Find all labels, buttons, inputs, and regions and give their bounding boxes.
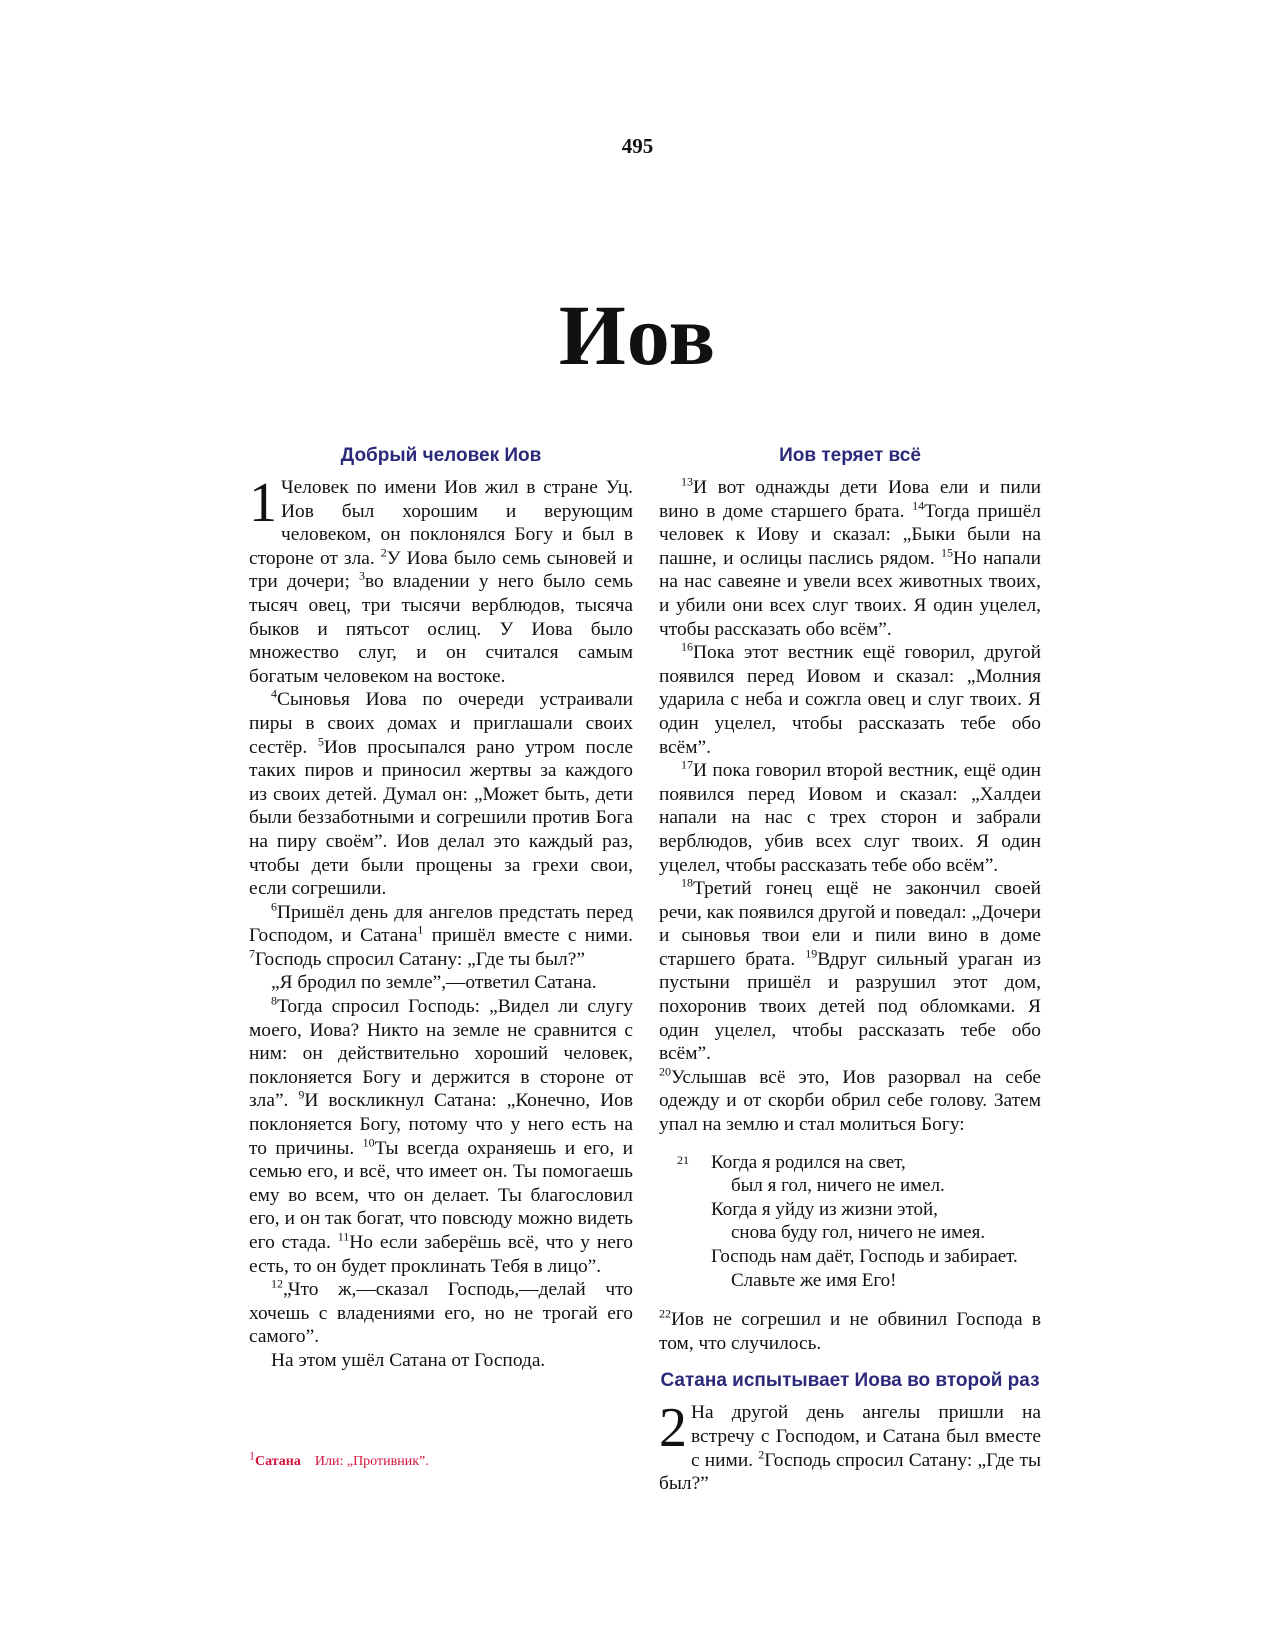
verse-number: 3 bbox=[359, 568, 365, 583]
verse-text: Господь спросил Сатану: „Где ты был?” bbox=[659, 1449, 1041, 1495]
paragraph-satan-leaves: На этом ушёл Сатана от Господа. bbox=[271, 1349, 546, 1371]
verse-text: Третий гонец ещё не закончил своей речи, как появился другой и поведал: „Дочери и сыновья твои ели и пили вино в доме старшего брата. bbox=[659, 878, 1041, 970]
verse-text: во владении у него было семь тысяч овец, три тысячи верблюдов, тысяча быков и пятьсот ослиц. У Иова было множество слуг, и он считался самым богатым человеком на востоке. bbox=[249, 571, 634, 687]
poem-line: снова буду гол, ничего не имея. bbox=[731, 1222, 986, 1244]
verse-number: 18 bbox=[681, 875, 693, 890]
paragraph-verse-6 bbox=[249, 901, 633, 972]
footnote-marker[interactable]: 1 bbox=[417, 922, 424, 937]
poem-line: Когда я родился на свет, bbox=[711, 1151, 906, 1173]
paragraph-verse-4 bbox=[249, 688, 633, 900]
verse-text: Господь спросил Сатану: „Где ты был?” bbox=[255, 948, 585, 970]
verse-text: пришёл вместе с ними. bbox=[423, 925, 633, 947]
paragraph-verse-12 bbox=[249, 1278, 633, 1349]
section-heading-good-man: Добрый человек Иов bbox=[340, 445, 542, 466]
verse-text: И вот однажды дети Иова ели и пили вино в доме старшего брата. bbox=[659, 477, 1041, 522]
verse-number: 6 bbox=[271, 899, 277, 914]
verse-text: Иов просыпался рано утром после таких пиров и приносил жертвы за каждого из своих детей. Думал он: „Может быть, дети были беззаботными и согрешили против Бога на пиру своём”. Иов делал это каждый раз, чтобы дети были прощены за грехи свои, если согрешили. bbox=[249, 736, 633, 900]
verse-number: 8 bbox=[271, 993, 277, 1008]
verse-number: 21 bbox=[677, 1152, 689, 1167]
verse-number: 9 bbox=[298, 1087, 305, 1102]
paragraph-verse-16 bbox=[659, 641, 1041, 759]
chapter-number-1: 1 bbox=[249, 472, 277, 534]
verse-number: 2 bbox=[380, 545, 387, 560]
verse-text: Тогда пришёл человек к Иову и сказал: „Быки были на пашне, и ослицы паслись рядом. bbox=[659, 500, 1041, 569]
verse-number: 10 bbox=[362, 1135, 375, 1150]
verse-text: У Иова было семь сыновей и три дочери; bbox=[249, 547, 633, 593]
verse-text: Ты всегда охраняешь и его, и семью его, и всё, что имеет он. Ты помогаешь ему во всем, что он делает. Ты благословил его, и он так богат, что повсюду можно видеть его стада. bbox=[249, 1137, 633, 1253]
verse-number: 5 bbox=[317, 734, 324, 749]
verse-number: 2 bbox=[758, 1447, 765, 1462]
paragraph-verse-17 bbox=[659, 759, 1041, 877]
footnote-text: Или: „Противник”. bbox=[314, 1454, 429, 1469]
poem-line: Когда я уйду из жизни этой, bbox=[711, 1198, 938, 1220]
verse-text: Пришёл день для ангелов предстать перед Господом, и Сатана bbox=[249, 901, 633, 947]
verse-text: Тогда спросил Господь: „Видел ли слугу моего, Иова? Никто на земле не сравнится с ним: он действительно хороший человек, поклоняется Богу и держится в стороне от зла”. bbox=[249, 996, 633, 1112]
paragraph-satan-reply: „Я бродил по земле”,—ответил Сатана. bbox=[271, 972, 597, 994]
verse-text: Вдруг сильный ураган из пустыни пришёл и разрушил этот дом, похоронив твоих детей под обломками. Я один уцелел, чтобы рассказать тебе обо всём”. bbox=[659, 948, 1041, 1065]
verse-number: 12 bbox=[271, 1276, 283, 1291]
verse-number: 11 bbox=[337, 1229, 350, 1244]
paragraph-verse-13 bbox=[659, 476, 1041, 641]
chapter-1-paragraph bbox=[249, 472, 634, 688]
verse-number: 13 bbox=[681, 474, 693, 489]
verse-text: Услышав всё это, Иов разорвал на себе одежду и от скорби обрил себе голову. Затем упал на землю и стал молиться Богу: bbox=[659, 1066, 1041, 1136]
chapter-2-paragraph bbox=[659, 1397, 1041, 1495]
verse-text: И пока говорил второй вестник, ещё один появился перед Иовом и сказал: „Халдеи напали на нас с трех сторон и забрали верблюдов, убив всех слуг твоих. Я один уцелел, чтобы рассказать тебе обо всём”. bbox=[659, 760, 1041, 876]
footnote-term: Сатана bbox=[255, 1454, 301, 1469]
paragraph-verse-18 bbox=[659, 877, 1041, 1066]
verse-text: На другой день ангелы пришли на встречу с Господом, и Сатана был вместе с ними. bbox=[691, 1402, 1041, 1471]
verse-text: Но если заберёшь всё, что у него есть, то он будет проклинать Тебя в лицо”. bbox=[249, 1232, 633, 1277]
poem-line: был я гол, ничего не имел. bbox=[731, 1175, 945, 1197]
verse-text: Сыновья Иова по очереди устраивали пиры в своих домах и приглашали своих сестёр. bbox=[249, 689, 633, 758]
page-number: 495 bbox=[621, 134, 654, 158]
paragraph-verse-20 bbox=[659, 1066, 1041, 1137]
poem-verse-21 bbox=[659, 1151, 1041, 1293]
verse-number: 15 bbox=[941, 545, 954, 560]
paragraph-verse-22 bbox=[659, 1308, 1041, 1355]
verse-text: Человек по имени Иов жил в стране Уц. Иов был хорошим и верующим человеком, он поклонялся Богу и был в стороне от зла. bbox=[249, 477, 633, 569]
section-heading-second-test: Сатана испытывает Иова во второй раз bbox=[660, 1370, 1040, 1392]
verse-text: И воскликнул Сатана: „Конечно, Иов поклоняется Богу, потому что у него есть на то причины. bbox=[249, 1090, 634, 1159]
footnote-number: 1 bbox=[249, 1448, 255, 1463]
verse-number: 17 bbox=[681, 757, 693, 772]
verse-number: 7 bbox=[249, 946, 255, 961]
right-column bbox=[659, 444, 1041, 1496]
left-column bbox=[249, 444, 633, 1373]
book-title: Иов bbox=[558, 287, 717, 383]
chapter-number-2: 2 bbox=[659, 1397, 687, 1460]
verse-text: Иов не согрешил и не обвинил Господа в том, что случилось. bbox=[659, 1309, 1041, 1354]
section-heading-job-loses-all: Иов теряет всё bbox=[779, 445, 921, 466]
verse-text: Но напали на нас савеяне и увели всех животных твоих, и убили они всех слуг твоих. Я один уцелел, чтобы рассказать обо всём”. bbox=[659, 547, 1041, 640]
verse-number: 19 bbox=[805, 946, 818, 961]
verse-text: Пока этот вестник ещё говорил, другой появился перед Иовом и сказал: „Молния ударила с неба и сожгла овец и слуг твоих. Я один уцелел, чтобы рассказать тебе обо всём”. bbox=[659, 642, 1041, 758]
verse-number: 20 bbox=[659, 1064, 671, 1079]
verse-number: 16 bbox=[681, 639, 693, 654]
verse-text: „Что ж,—сказал Господь,—делай что хочешь с владениями его, но не трогай его самого”. bbox=[249, 1279, 633, 1348]
poem-line: Господь нам даёт, Господь и забирает. bbox=[711, 1246, 1018, 1267]
verse-number: 22 bbox=[659, 1306, 671, 1321]
poem-line: Славьте же имя Его! bbox=[731, 1269, 897, 1291]
paragraph-verse-8 bbox=[249, 995, 633, 1278]
verse-number: 4 bbox=[271, 686, 277, 701]
verse-number: 14 bbox=[912, 498, 925, 513]
footnote bbox=[249, 1448, 429, 1470]
